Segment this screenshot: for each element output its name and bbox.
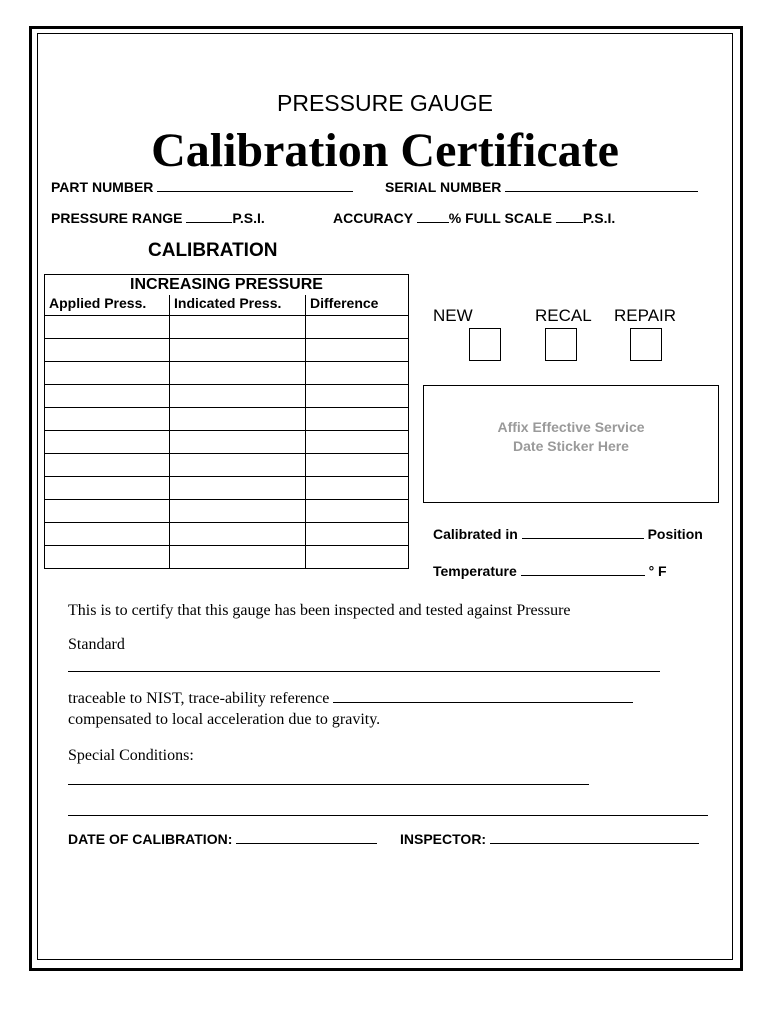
table-title: INCREASING PRESSURE (45, 275, 409, 296)
part-number-field[interactable] (157, 179, 353, 192)
date-of-calibration-label: DATE OF CALIBRATION: (68, 831, 233, 847)
sticker-box (423, 385, 719, 503)
option-repair-label: REPAIR (614, 306, 677, 325)
cell-difference[interactable] (306, 339, 409, 362)
cell-applied[interactable] (45, 431, 170, 454)
cell-indicated[interactable] (170, 408, 306, 431)
cell-difference[interactable] (306, 408, 409, 431)
cell-indicated[interactable] (170, 339, 306, 362)
option-recal-label: RECAL (535, 306, 592, 325)
special-conditions-field-1[interactable] (68, 784, 589, 785)
fahrenheit-label: ° F (648, 563, 667, 579)
certify-statement: This is to certify that this gauge has been inspected and tested against Pressure (68, 602, 571, 619)
psi-label-1: P.S.I. (232, 210, 265, 226)
special-conditions-label: Special Conditions: (68, 747, 194, 764)
cell-difference[interactable] (306, 477, 409, 500)
sticker-line-1: Affix Effective Service (497, 419, 645, 435)
serial-number-row (385, 179, 698, 195)
table-header-row (45, 295, 409, 316)
table-row (45, 385, 409, 408)
inspector-row (400, 831, 699, 847)
psi-label-2: P.S.I. (582, 210, 616, 226)
pressure-range-field[interactable] (186, 210, 232, 223)
document-subtitle: PRESSURE GAUGE (277, 90, 493, 116)
cell-difference[interactable] (306, 500, 409, 523)
cell-indicated[interactable] (170, 477, 306, 500)
calibration-heading: CALIBRATION (148, 240, 278, 261)
cell-difference[interactable] (306, 316, 409, 339)
cell-applied[interactable] (45, 523, 170, 546)
temperature-field[interactable] (521, 563, 645, 576)
position-label: Position (647, 526, 703, 542)
sticker-text (424, 418, 718, 456)
calibration-table (44, 274, 409, 569)
new-checkbox[interactable] (469, 328, 501, 361)
cell-difference[interactable] (306, 385, 409, 408)
calibrated-in-label: Calibrated in (433, 526, 518, 542)
table-row (45, 316, 409, 339)
cell-indicated[interactable] (170, 316, 306, 339)
cell-applied[interactable] (45, 385, 170, 408)
full-scale-label: % FULL SCALE (448, 210, 552, 226)
cell-difference[interactable] (306, 523, 409, 546)
serial-number-label: SERIAL NUMBER (385, 179, 502, 195)
serial-number-field[interactable] (505, 179, 698, 192)
calibrated-in-field[interactable] (522, 526, 644, 539)
date-of-calibration-field[interactable] (236, 831, 377, 844)
table-row (45, 546, 409, 569)
standard-label: Standard (68, 636, 125, 653)
cell-indicated[interactable] (170, 385, 306, 408)
date-row (68, 831, 377, 847)
cell-applied[interactable] (45, 339, 170, 362)
option-new-label: NEW (433, 306, 473, 325)
cell-indicated[interactable] (170, 362, 306, 385)
sticker-line-2: Date Sticker Here (513, 438, 629, 454)
column-header-indicated: Indicated Press. (170, 295, 306, 316)
cell-applied[interactable] (45, 316, 170, 339)
cell-applied[interactable] (45, 500, 170, 523)
table-row (45, 431, 409, 454)
cell-indicated[interactable] (170, 546, 306, 569)
cell-difference[interactable] (306, 431, 409, 454)
cell-applied[interactable] (45, 362, 170, 385)
standard-field[interactable] (68, 671, 660, 672)
cell-applied[interactable] (45, 477, 170, 500)
cell-applied[interactable] (45, 454, 170, 477)
cell-indicated[interactable] (170, 500, 306, 523)
table-row (45, 454, 409, 477)
accuracy-row (333, 210, 615, 226)
traceable-label: traceable to NIST, trace-ability reference (68, 690, 330, 707)
cell-difference[interactable] (306, 546, 409, 569)
pressure-range-row (51, 210, 265, 226)
table-row (45, 477, 409, 500)
special-conditions-field-2[interactable] (68, 815, 708, 816)
accuracy-label: ACCURACY (333, 210, 413, 226)
table-row (45, 408, 409, 431)
table-row (45, 523, 409, 546)
temperature-row (433, 563, 667, 579)
part-number-row (51, 179, 353, 195)
table-title-row (45, 275, 409, 296)
temperature-label: Temperature (433, 563, 517, 579)
recal-checkbox[interactable] (545, 328, 577, 361)
cell-indicated[interactable] (170, 454, 306, 477)
cell-indicated[interactable] (170, 431, 306, 454)
table-row (45, 339, 409, 362)
traceable-row (68, 690, 633, 708)
part-number-label: PART NUMBER (51, 179, 154, 195)
inspector-field[interactable] (490, 831, 699, 844)
table-row (45, 362, 409, 385)
table-row (45, 500, 409, 523)
column-header-difference: Difference (306, 295, 409, 316)
compensated-text: compensated to local acceleration due to gravity. (68, 711, 381, 728)
cell-applied[interactable] (45, 546, 170, 569)
accuracy-field[interactable] (417, 210, 449, 223)
repair-checkbox[interactable] (630, 328, 662, 361)
full-scale-field[interactable] (556, 210, 583, 223)
cell-indicated[interactable] (170, 523, 306, 546)
document-title: Calibration Certificate (151, 124, 619, 177)
traceability-reference-field[interactable] (333, 690, 633, 703)
pressure-range-label: PRESSURE RANGE (51, 210, 183, 226)
cell-difference[interactable] (306, 454, 409, 477)
calibration-rows (45, 316, 409, 569)
calibrated-in-row (433, 526, 703, 542)
cell-applied[interactable] (45, 408, 170, 431)
inspector-label: INSPECTOR: (400, 831, 487, 847)
column-header-applied: Applied Press. (45, 295, 170, 316)
cell-difference[interactable] (306, 362, 409, 385)
